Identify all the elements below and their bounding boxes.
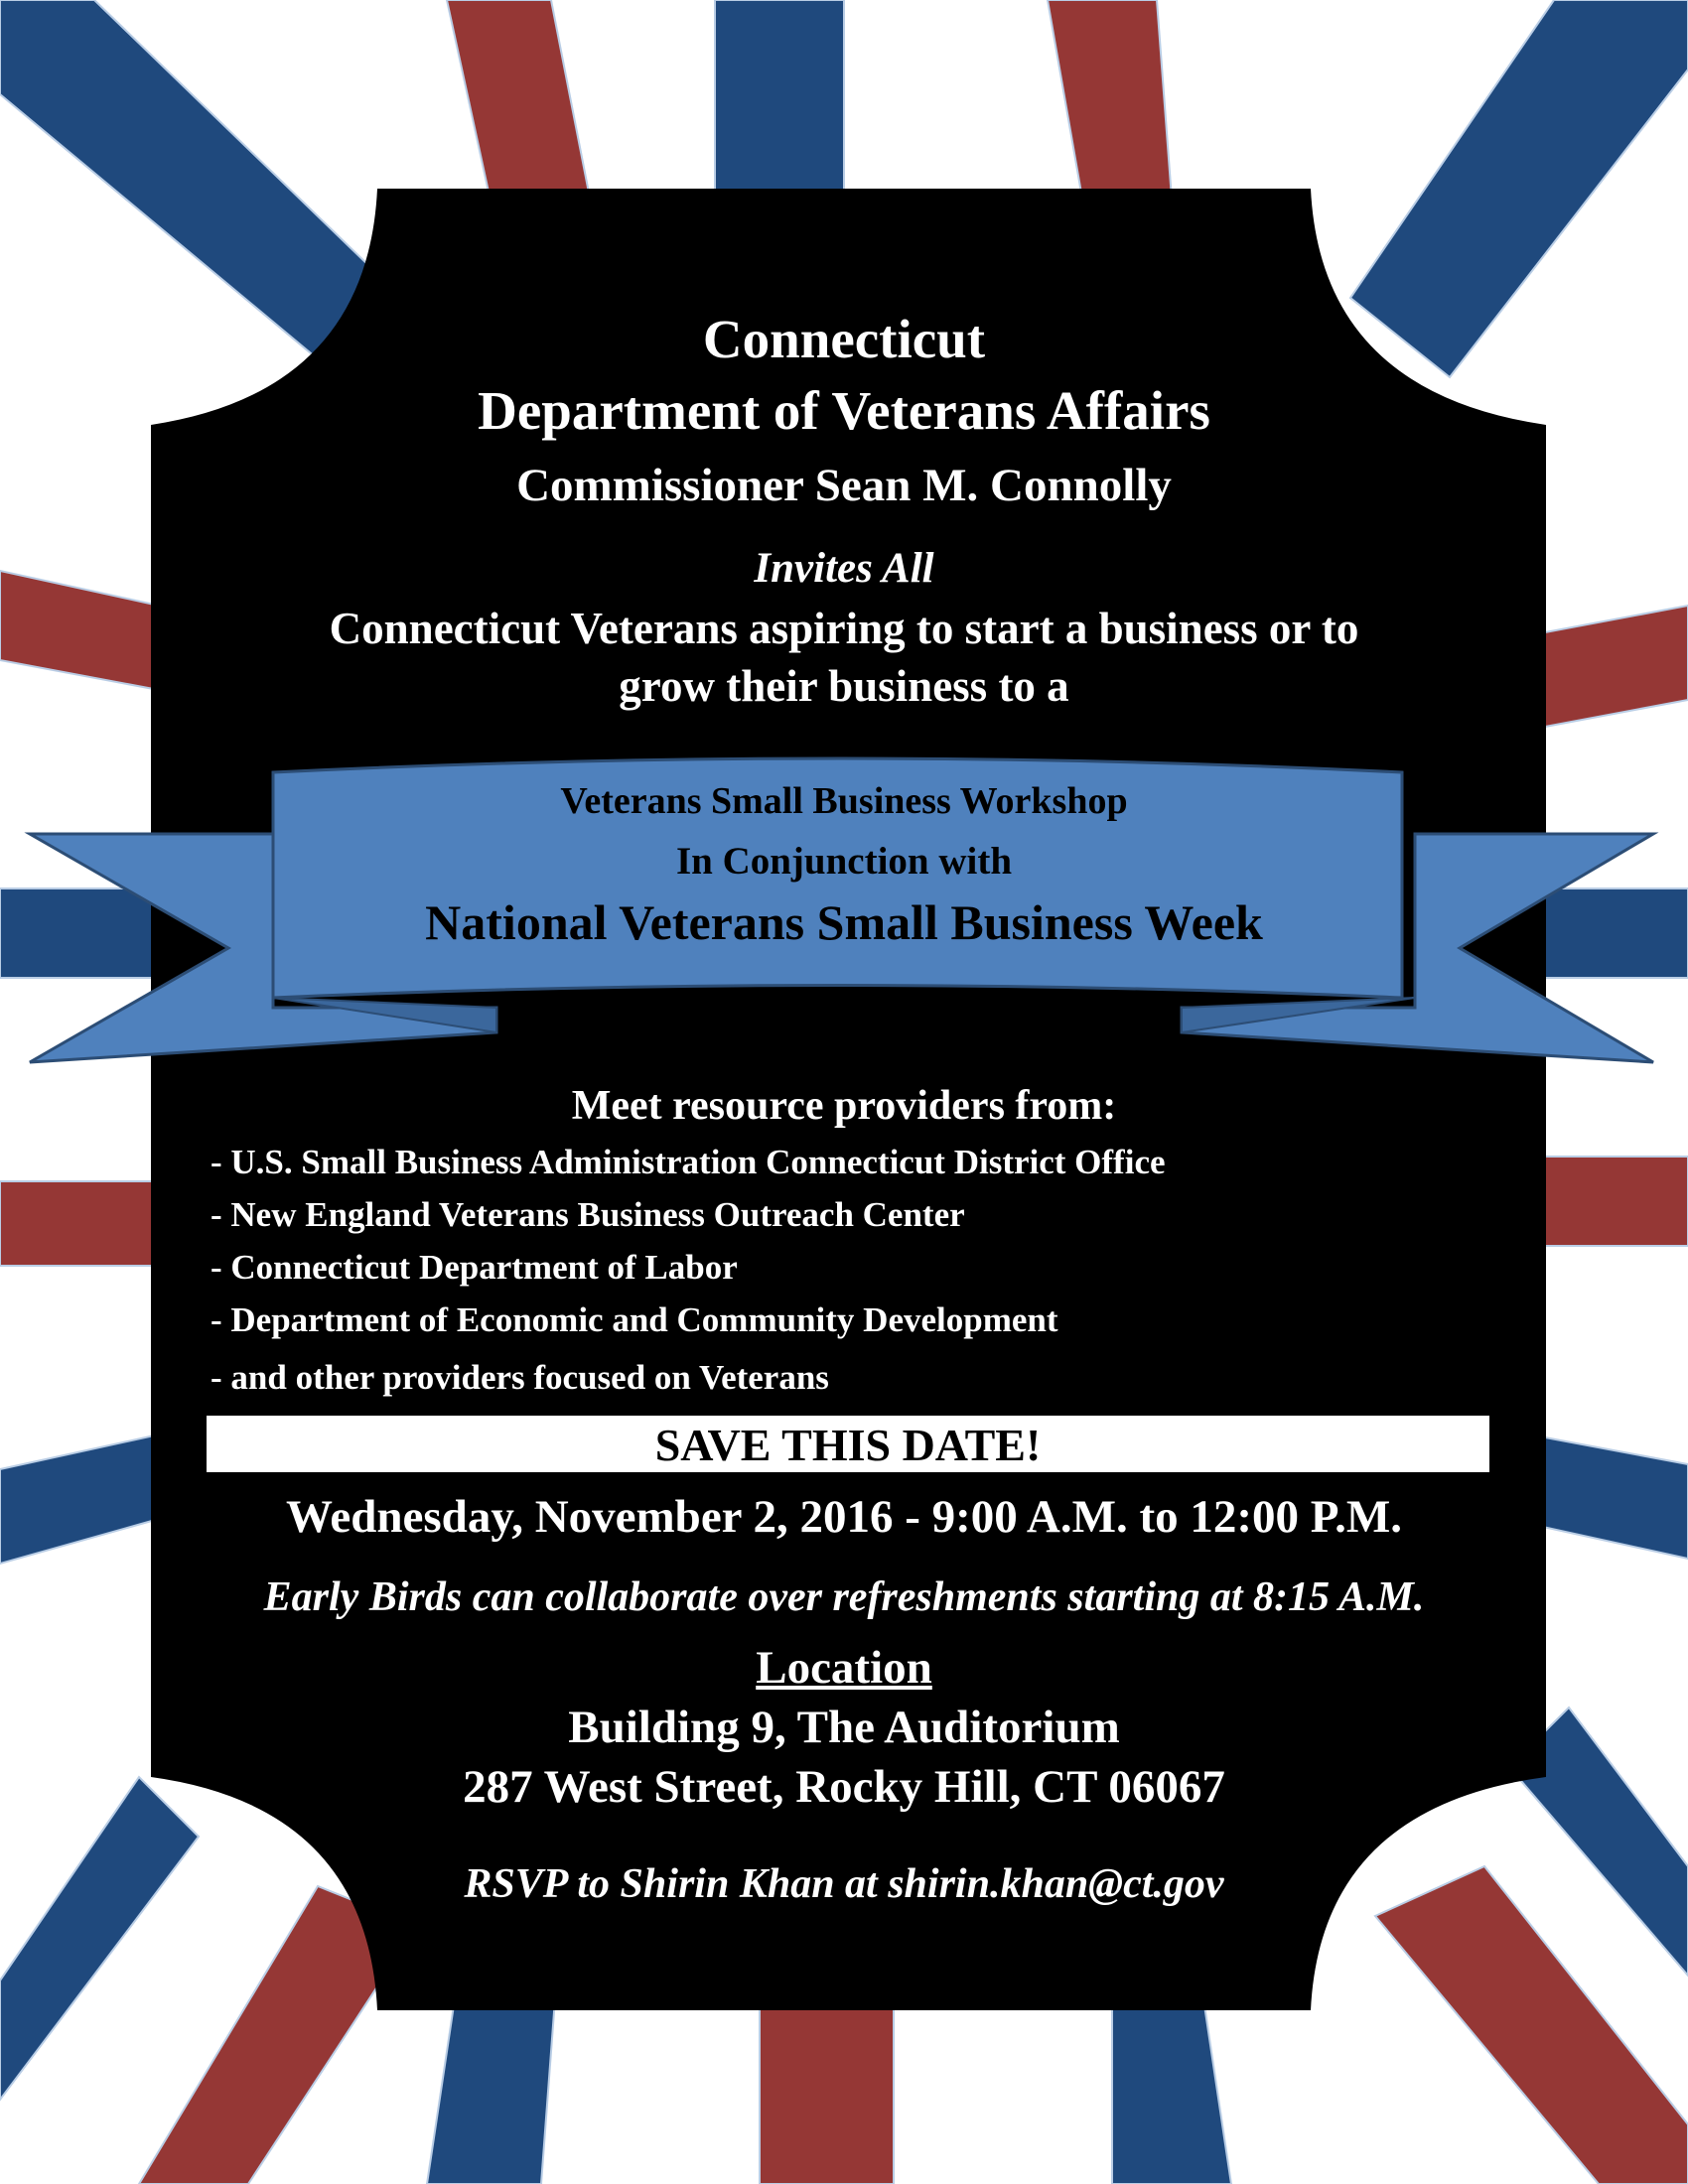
banner-line-2: In Conjunction with bbox=[675, 840, 1013, 883]
providers-heading: Meet resource providers from: bbox=[571, 1083, 1117, 1129]
location-building: Building 9, The Auditorium bbox=[568, 1702, 1120, 1753]
provider-item: - and other providers focused on Veterans bbox=[211, 1358, 829, 1397]
commissioner-name: Commissioner Sean M. Connolly bbox=[516, 460, 1172, 511]
banner-line-1: Veterans Small Business Workshop bbox=[560, 780, 1128, 822]
invites-text: Invites All bbox=[754, 545, 934, 592]
provider-item: - U.S. Small Business Administration Connecticut District Office bbox=[211, 1143, 1166, 1181]
provider-item: - Connecticut Department of Labor bbox=[211, 1248, 738, 1287]
event-date-time: Wednesday, November 2, 2016 - 9:00 A.M. to 12:00 P.M. bbox=[285, 1491, 1403, 1543]
department-title: Department of Veterans Affairs bbox=[478, 380, 1210, 441]
provider-item: - New England Veterans Business Outreach Center bbox=[211, 1195, 965, 1234]
agency-title: Connecticut bbox=[702, 309, 986, 369]
audience-line-2: grow their business to a bbox=[619, 661, 1069, 711]
save-the-date-bar: SAVE THIS DATE! bbox=[207, 1416, 1489, 1472]
location-address: 287 West Street, Rocky Hill, CT 06067 bbox=[463, 1761, 1225, 1813]
early-birds-note: Early Birds can collaborate over refreshments starting at 8:15 A.M. bbox=[263, 1574, 1425, 1620]
provider-item: - Department of Economic and Community Development bbox=[211, 1300, 1058, 1339]
location-heading: Location bbox=[756, 1642, 932, 1694]
audience-line-1: Connecticut Veterans aspiring to start a business or to bbox=[329, 604, 1359, 653]
rsvp-contact: RSVP to Shirin Khan at shirin.khan@ct.gov bbox=[464, 1861, 1224, 1907]
providers-list bbox=[211, 1138, 1166, 1406]
banner-line-3: National Veterans Small Business Week bbox=[425, 894, 1263, 950]
